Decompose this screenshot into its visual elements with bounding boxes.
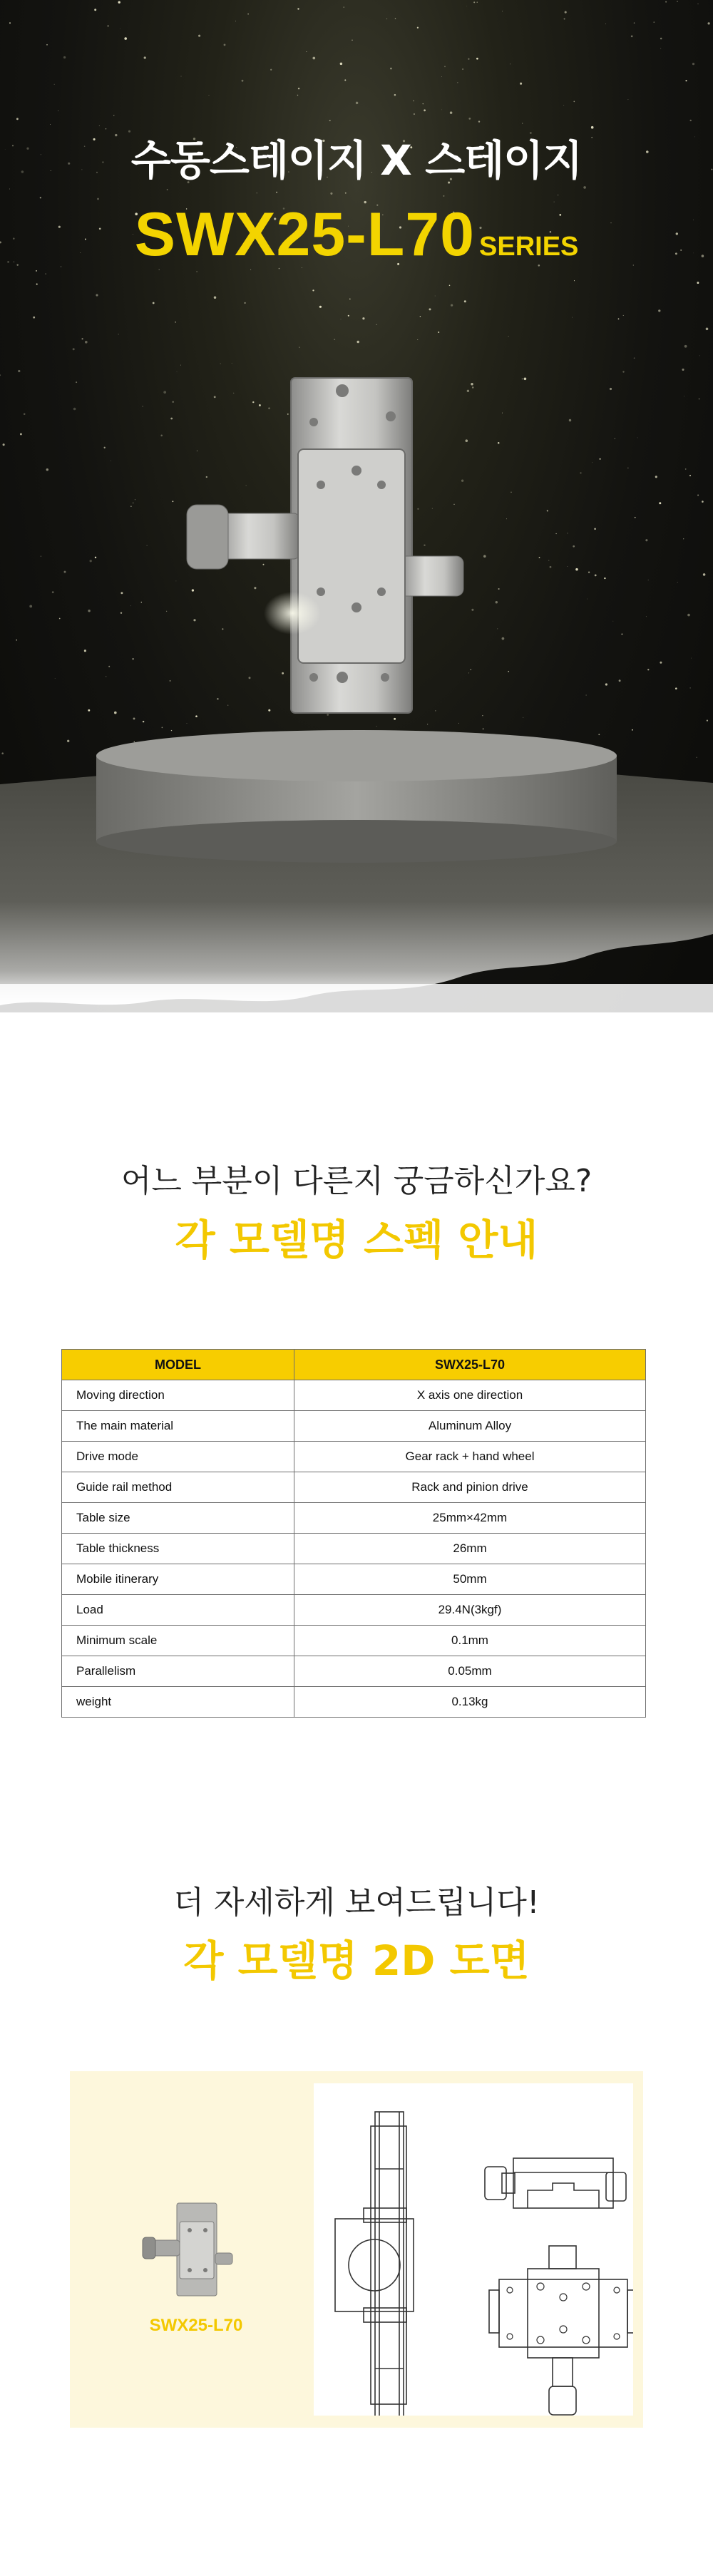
spec-table-header-row (62, 1350, 646, 1380)
star (572, 317, 573, 318)
star (312, 289, 314, 291)
hero-title: 수동스테이지 X 스테이지 (130, 136, 583, 185)
2d-technical-drawing (314, 2083, 633, 2416)
star (574, 280, 575, 281)
star (54, 84, 55, 85)
star (198, 35, 200, 37)
spec-header-value: SWX25-L70 (294, 1350, 646, 1380)
star (244, 302, 245, 304)
hero-model-main: SWX25-L70 (134, 200, 475, 269)
star (16, 118, 19, 120)
star (390, 68, 392, 70)
star (214, 296, 217, 299)
star (362, 317, 364, 319)
star (181, 76, 182, 77)
star (144, 56, 146, 58)
star (520, 83, 522, 85)
star (348, 315, 349, 317)
spec-value: 25mm×42mm (294, 1503, 646, 1534)
star (376, 324, 377, 325)
spec-value: Gear rack + hand wheel (294, 1442, 646, 1472)
star (45, 273, 46, 274)
star (441, 110, 442, 111)
stage-product-render (0, 342, 713, 884)
spec-label: Table thickness (62, 1534, 294, 1564)
star (476, 58, 478, 60)
star (563, 105, 564, 106)
spec-value: X axis one direction (294, 1380, 646, 1411)
spec-value: 0.05mm (294, 1656, 646, 1687)
star (94, 9, 96, 11)
star (36, 270, 37, 272)
star (394, 94, 396, 96)
spec-question: 어느 부분이 다른지 궁금하신가요? (120, 1163, 593, 1199)
star (167, 189, 168, 190)
star (99, 125, 100, 126)
star (449, 285, 451, 287)
spec-value: Aluminum Alloy (294, 1411, 646, 1442)
star (297, 8, 299, 9)
star (441, 76, 442, 77)
star (658, 309, 660, 312)
star (96, 294, 98, 296)
star (435, 296, 436, 297)
star (414, 113, 415, 115)
table-row (62, 1656, 646, 1687)
table-row (62, 1595, 646, 1626)
star (429, 308, 431, 310)
star (345, 193, 347, 194)
spec-label: Moving direction (62, 1380, 294, 1411)
star (653, 21, 655, 23)
star (196, 271, 198, 272)
star (623, 315, 624, 316)
star (413, 101, 414, 102)
star (450, 111, 453, 114)
star (417, 27, 419, 29)
spec-value: 29.4N(3kgf) (294, 1595, 646, 1626)
spec-label: weight (62, 1687, 294, 1718)
spec-label: Mobile itinerary (62, 1564, 294, 1595)
spec-label: Parallelism (62, 1656, 294, 1687)
table-row (62, 1534, 646, 1564)
product-thumbnail (135, 2196, 250, 2303)
star (340, 63, 343, 66)
star (444, 66, 446, 67)
star (63, 56, 66, 58)
star (478, 120, 480, 122)
spec-label: Load (62, 1595, 294, 1626)
star (40, 197, 41, 198)
star (312, 57, 315, 60)
star (462, 68, 463, 70)
star (708, 22, 710, 24)
thumbnail-model-label: SWX25-L70 (149, 2316, 243, 2335)
star (420, 316, 421, 317)
star (224, 43, 226, 46)
star (618, 318, 620, 319)
star (349, 299, 351, 300)
star (298, 88, 299, 89)
table-row (62, 1472, 646, 1503)
star (424, 109, 426, 111)
star (81, 338, 83, 339)
star (319, 306, 322, 308)
star (209, 95, 210, 96)
star (113, 115, 115, 116)
star (468, 118, 471, 120)
star (677, 1, 678, 2)
star (564, 18, 565, 19)
table-row (62, 1687, 646, 1718)
star (306, 51, 307, 52)
star (573, 101, 575, 103)
spec-value: 0.1mm (294, 1626, 646, 1656)
star (242, 80, 244, 82)
star (692, 63, 694, 65)
hero-model-suffix: SERIES (479, 232, 579, 262)
star (118, 1, 120, 4)
star (565, 11, 567, 14)
star (124, 37, 127, 40)
hero-model-name (0, 200, 713, 270)
star (153, 302, 155, 304)
star (443, 195, 444, 197)
star (685, 80, 687, 81)
star (631, 36, 633, 38)
star (634, 22, 635, 23)
star (9, 22, 11, 24)
star (297, 95, 298, 96)
star (689, 120, 691, 121)
star (270, 69, 272, 71)
star (510, 64, 511, 65)
star (356, 102, 358, 104)
spec-table (61, 1349, 646, 1718)
hero-banner (0, 0, 713, 1012)
star (457, 82, 458, 83)
spec-label: Guide rail method (62, 1472, 294, 1503)
table-row (62, 1411, 646, 1442)
star (108, 25, 109, 26)
star (451, 304, 453, 306)
star (438, 332, 439, 333)
star (276, 192, 277, 193)
star (477, 1, 478, 2)
spec-value: 50mm (294, 1564, 646, 1595)
star (46, 44, 48, 46)
star (175, 322, 176, 323)
star (50, 124, 51, 125)
star (9, 189, 10, 190)
spec-value: Rack and pinion drive (294, 1472, 646, 1503)
spec-value: 0.13kg (294, 1687, 646, 1718)
spec-label: Minimum scale (62, 1626, 294, 1656)
table-row (62, 1626, 646, 1656)
star (423, 103, 424, 104)
star (473, 1, 475, 3)
star (665, 1, 667, 3)
star (468, 58, 469, 60)
spec-header-model: MODEL (62, 1350, 294, 1380)
spec-label: The main material (62, 1411, 294, 1442)
table-row (62, 1380, 646, 1411)
star (395, 18, 396, 19)
star (329, 120, 331, 121)
star (417, 339, 418, 340)
star (36, 283, 38, 284)
table-row (62, 1503, 646, 1534)
star (660, 38, 662, 40)
table-row (62, 1442, 646, 1472)
star (330, 193, 332, 195)
spec-label: Drive mode (62, 1442, 294, 1472)
star (344, 79, 346, 81)
star (627, 99, 628, 100)
spec-label: Table size (62, 1503, 294, 1534)
star (706, 327, 709, 330)
star (464, 300, 466, 302)
star (660, 48, 661, 49)
star (697, 282, 699, 284)
star (352, 39, 353, 41)
star (334, 339, 335, 340)
table-row (62, 1564, 646, 1595)
drawing-question: 더 자세하게 보여드립니다! (173, 1884, 540, 1921)
star (33, 317, 35, 319)
spec-heading: 각 모델명 스펙 안내 (175, 1216, 538, 1264)
drawing-heading: 각 모델명 2D 도면 (183, 1936, 530, 1985)
spec-value: 26mm (294, 1534, 646, 1564)
